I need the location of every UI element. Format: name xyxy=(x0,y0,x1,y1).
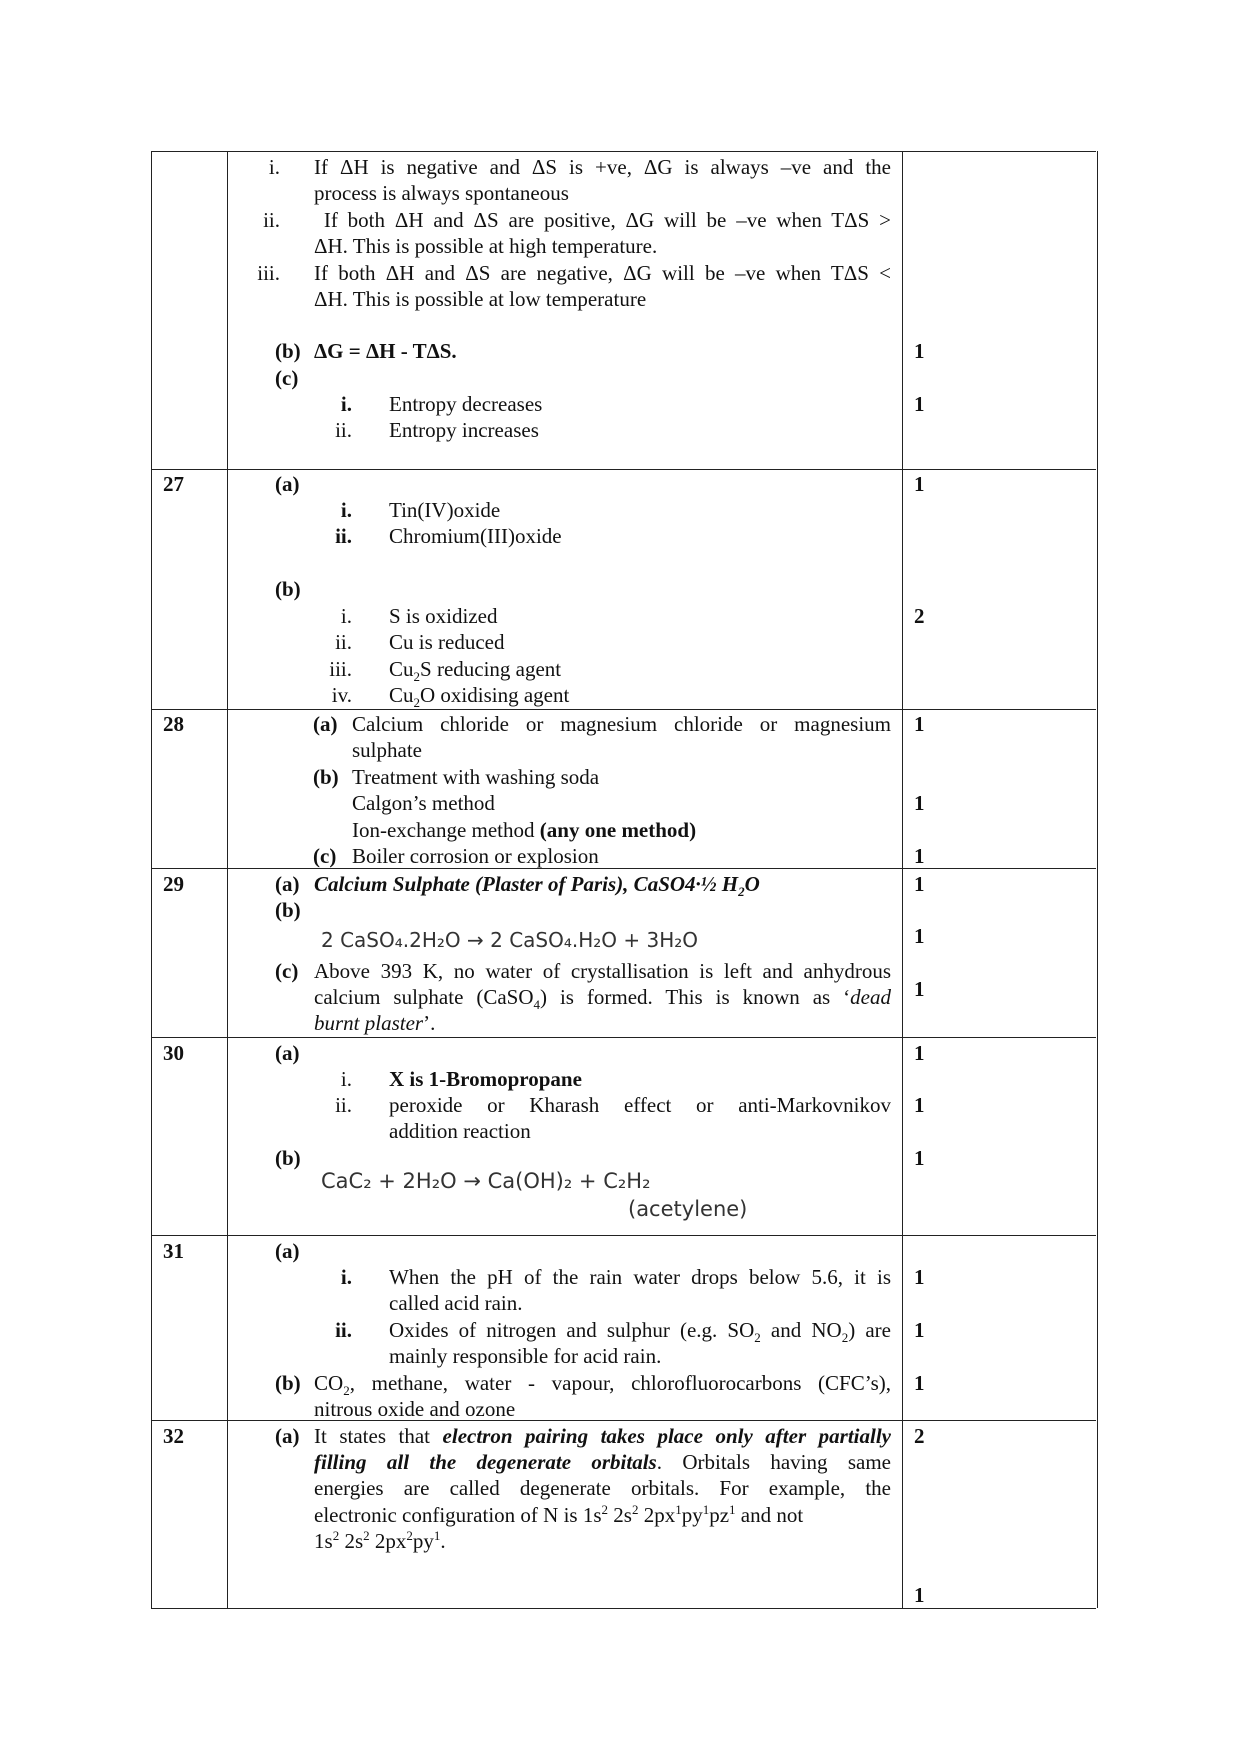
row-rule xyxy=(151,1420,1096,1421)
mark: 1 xyxy=(914,872,925,896)
question-number-cell xyxy=(151,469,227,709)
answer-line: addition reaction xyxy=(389,1119,531,1143)
answer-line: filling all the degenerate orbitals. Orbitals having same xyxy=(314,1450,891,1474)
list-number: i. xyxy=(340,604,352,628)
answer-line: burnt plaster’. xyxy=(314,1011,436,1035)
mark: 2 xyxy=(914,1424,925,1448)
marks-cell xyxy=(902,1235,1098,1420)
answer-line: ΔG = ΔH - TΔS. xyxy=(314,339,457,363)
list-number: iii. xyxy=(257,261,280,285)
part-label: (a) xyxy=(275,1424,300,1448)
equation-note: (acetylene) xyxy=(628,1197,748,1221)
equation-image: 2 CaSO₄.2H₂O → 2 CaSO₄.H₂O + 3H₂O xyxy=(321,928,699,952)
answer-line: Calgon’s method xyxy=(352,791,495,815)
part-label: (a) xyxy=(275,1041,300,1065)
answer-line: ΔH. This is possible at low temperature xyxy=(314,287,647,311)
part-label: (c) xyxy=(313,844,337,868)
mark: 1 xyxy=(914,844,925,868)
part-label: (b) xyxy=(275,1146,301,1170)
answer-line: If both ΔH and ΔS are negative, ΔG will be –ve when TΔS < xyxy=(314,261,891,285)
question-number: 31 xyxy=(163,1239,184,1263)
part-label: (a) xyxy=(313,712,338,736)
table-top-rule xyxy=(151,151,1096,152)
part-label: (a) xyxy=(275,472,300,496)
answer-line: Above 393 K, no water of crystallisation is left and anhydrous xyxy=(314,959,891,983)
part-label: (a) xyxy=(275,872,300,896)
row-rule xyxy=(151,1235,1096,1236)
answer-line: If ΔH is negative and ΔS is +ve, ΔG is always –ve and the xyxy=(314,155,891,179)
question-number: 32 xyxy=(163,1424,184,1448)
answer-line: $Cu_2S$ reducing agent xyxy=(389,657,562,685)
part-label: (c) xyxy=(275,366,299,390)
mark: 2 xyxy=(914,604,925,628)
answer-line: Entropy decreases xyxy=(389,392,543,416)
list-number: ii. xyxy=(335,1318,352,1342)
answer-line: energies are called degenerate orbitals. For example, the xyxy=(314,1476,891,1500)
table-bottom-rule xyxy=(151,1608,1096,1609)
marks-cell xyxy=(902,151,1098,469)
marks-cell xyxy=(902,868,1098,1037)
part-label: (b) xyxy=(275,1371,301,1395)
mark: 1 xyxy=(914,1371,925,1395)
question-number: 29 xyxy=(163,872,184,896)
marks-cell xyxy=(902,709,1098,868)
answer-line: Boiler corrosion or explosion xyxy=(352,844,599,868)
mark: 1 xyxy=(914,392,925,416)
answer-line: sulphate xyxy=(352,738,422,762)
equation-image: CaC₂ + 2H₂O → Ca(OH)₂ + C₂H₂ xyxy=(321,1169,651,1193)
mark: 1 xyxy=(914,1093,925,1117)
answer-line: Calcium chloride or magnesium chloride or magnesium xyxy=(352,712,891,736)
answer-line: peroxide or Kharash effect or anti-Markovnikov xyxy=(389,1093,891,1117)
answer-line: Treatment with washing soda xyxy=(352,765,600,789)
answer-line: Ion-exchange method (any one method) xyxy=(352,818,697,842)
list-number: iii. xyxy=(329,657,352,681)
row-rule xyxy=(151,868,1096,869)
answer-line: Chromium(III)oxide xyxy=(389,524,562,548)
answer-line: Calcium Sulphate (Plaster of Paris), CaSO4·½ $H_2O$ xyxy=(314,872,760,900)
answer-line: It states that electron pairing takes place only after partially xyxy=(314,1424,891,1448)
question-number: 30 xyxy=(163,1041,184,1065)
list-number: i. xyxy=(340,1265,352,1289)
mark: 1 xyxy=(914,791,925,815)
marks-cell xyxy=(902,1037,1098,1235)
list-number: i. xyxy=(340,498,352,522)
answer-line: calcium sulphate (CaSO$_4$) is formed. This is known as ‘dead xyxy=(314,985,891,1013)
answer-line: When the pH of the rain water drops below 5.6, it is xyxy=(389,1265,891,1289)
answer-line: electronic configuration of N is $1s^2$ $2s^2$ $2px^1py^1pz^1$ and not xyxy=(314,1502,804,1527)
mark: 1 xyxy=(914,1318,925,1342)
list-number: i. xyxy=(268,155,280,179)
row-rule xyxy=(151,709,1096,710)
part-label: (b) xyxy=(275,898,301,922)
part-label: (a) xyxy=(275,1239,300,1263)
answer-line: $Cu_2O$ oxidising agent xyxy=(389,683,570,711)
mark: 1 xyxy=(914,1265,925,1289)
answer-line: called acid rain. xyxy=(389,1291,523,1315)
row-rule xyxy=(151,1037,1096,1038)
answer-line: nitrous oxide and ozone xyxy=(314,1397,516,1421)
list-number: ii. xyxy=(335,418,352,442)
answer-line: ΔH. This is possible at high temperature. xyxy=(314,234,658,258)
question-number: 28 xyxy=(163,712,184,736)
answer-line: S is oxidized xyxy=(389,604,498,628)
mark: 1 xyxy=(914,472,925,496)
answer-line: Entropy increases xyxy=(389,418,539,442)
mark: 1 xyxy=(914,712,925,736)
part-label: (b) xyxy=(275,339,301,363)
list-number: ii. xyxy=(335,1093,352,1117)
question-number-cell xyxy=(151,151,227,469)
row-rule xyxy=(151,469,1096,470)
list-number: i. xyxy=(340,392,352,416)
answer-line: $1s^2$ $2s^2$ $2px^2py^1$. xyxy=(314,1528,446,1553)
mark: 1 xyxy=(914,1146,925,1170)
row-q30 xyxy=(151,1037,1096,1235)
answer-line: If both ΔH and ΔS are positive, ΔG will be –ve when TΔS > xyxy=(314,208,891,232)
part-label: (c) xyxy=(275,959,299,983)
answer-line: Tin(IV)oxide xyxy=(389,498,501,522)
answer-line: mainly responsible for acid rain. xyxy=(389,1344,662,1368)
answer-line: $CO_2$, methane, water - vapour, chlorofluorocarbons (CFC’s), xyxy=(314,1371,891,1399)
mark: 1 xyxy=(914,339,925,363)
list-number: iv. xyxy=(331,683,352,707)
part-label: (b) xyxy=(313,765,339,789)
list-number: i. xyxy=(340,1067,352,1091)
part-label: (b) xyxy=(275,577,301,601)
list-number: ii. xyxy=(263,208,280,232)
list-number: ii. xyxy=(335,524,352,548)
question-number-cell xyxy=(151,1037,227,1235)
mark: 1 xyxy=(914,1583,925,1607)
marks-cell xyxy=(902,469,1098,709)
answer-line: X is 1-Bromopropane xyxy=(389,1067,582,1091)
answer-line: Cu is reduced xyxy=(389,630,505,654)
mark: 1 xyxy=(914,1041,925,1065)
marks-cell xyxy=(902,1420,1098,1608)
question-number: 27 xyxy=(163,472,184,496)
mark: 1 xyxy=(914,924,925,948)
mark: 1 xyxy=(914,977,925,1001)
list-number: ii. xyxy=(335,630,352,654)
answer-line: process is always spontaneous xyxy=(314,181,569,205)
answer-line: Oxides of nitrogen and sulphur (e.g. $SO_2$ and $NO_2$) are xyxy=(389,1318,892,1346)
